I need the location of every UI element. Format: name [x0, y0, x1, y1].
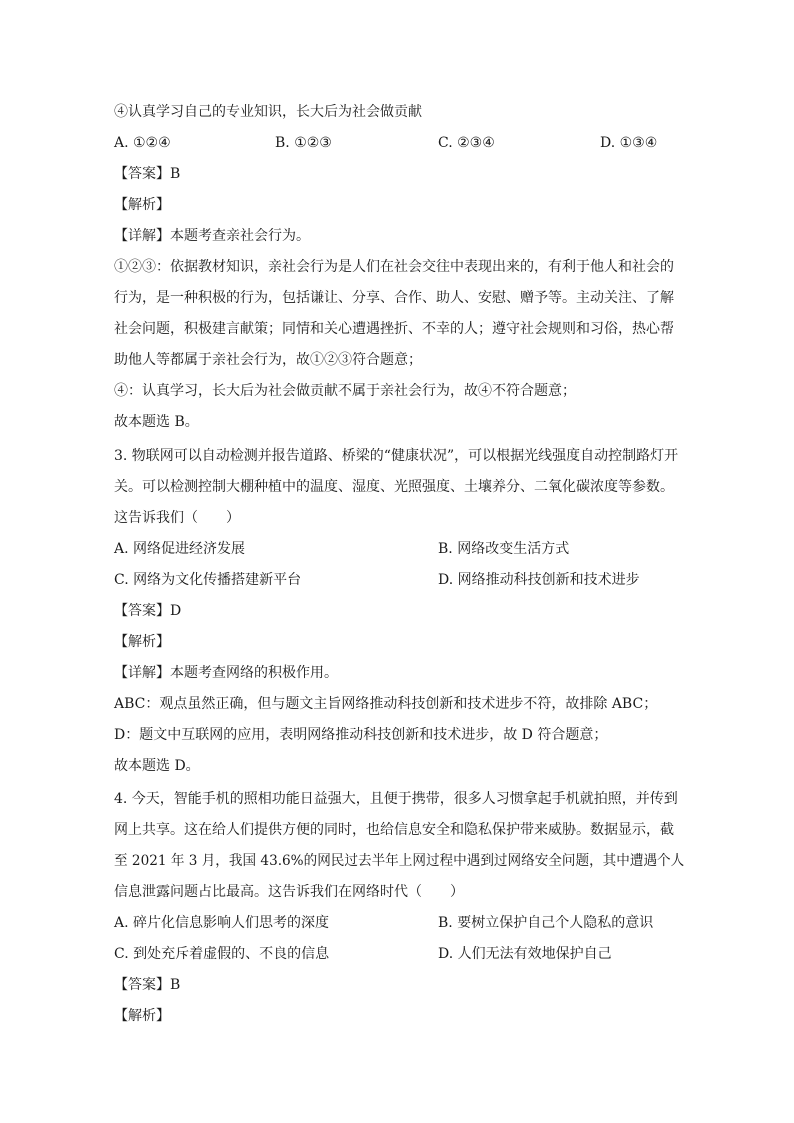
q4-choice-a: A. 碎片化信息影响人们思考的深度 — [114, 915, 330, 931]
q2-para2: ④：认真学习，长大后为社会做贡献不属于亲社会行为，故④不符合题意； — [114, 383, 576, 399]
q3-para2: D：题文中互联网的应用，表明网络推动科技创新和技术进步，故 D 符合题意； — [114, 727, 608, 743]
q3-choice-b: B. 网络改变生活方式 — [438, 541, 570, 557]
q2-answer: 【答案】B — [114, 166, 181, 182]
q2-option-4: ④认真学习自己的专业知识，长大后为社会做贡献 — [114, 104, 422, 120]
q3-para1: ABC：观点虽然正确，但与题文主旨网络推动科技创新和技术进步不符，故排除 ABC； — [114, 696, 658, 712]
q2-detail: 【详解】本题考查亲社会行为。 — [114, 228, 310, 244]
q4-answer: 【答案】B — [114, 977, 181, 993]
q4-stem-line2: 网上共享。这在给人们提供方便的同时，也给信息安全和隐私保护带来威胁。数据显示，截 — [114, 822, 674, 838]
q3-detail: 【详解】本题考查网络的积极作用。 — [114, 665, 338, 681]
q2-choice-a: A. ①②④ — [114, 135, 171, 151]
q4-stem-line3: 至 2021 年 3 月，我国 43.6%的网民过去半年上网过程中遇到过网络安全问题，其中遭遇个人 — [114, 853, 685, 869]
q2-para1-line4: 助他人等都属于亲社会行为，故①②③符合题意； — [114, 352, 422, 368]
q2-choice-b: B. ①②③ — [275, 135, 332, 151]
q4-analysis-heading: 【解析】 — [114, 1008, 170, 1024]
q2-choice-c: C. ②③④ — [438, 135, 495, 151]
q4-choice-d: D. 人们无法有效地保护自己 — [438, 946, 612, 962]
q2-conclusion: 故本题选 B。 — [114, 414, 199, 430]
q3-stem-line3: 这告诉我们（ ） — [114, 510, 240, 526]
q3-stem-line1: 3. 物联网可以自动检测并报告道路、桥梁的“健康状况”，可以根据光线强度自动控制路灯开 — [114, 448, 679, 464]
q3-choice-c: C. 网络为文化传播搭建新平台 — [114, 572, 302, 588]
q3-choice-a: A. 网络促进经济发展 — [114, 541, 246, 557]
q4-stem-line1: 4. 今天，智能手机的照相功能日益强大，且便于携带，很多人习惯拿起手机就拍照，并传到 — [114, 791, 678, 807]
q3-stem-line2: 关。可以检测控制大棚种植中的温度、湿度、光照强度、土壤养分、二氧化碳浓度等参数。 — [114, 479, 674, 495]
q2-para1-line1: ①②③：依据教材知识，亲社会行为是人们在社会交往中表现出来的，有利于他人和社会的 — [114, 259, 674, 275]
q4-stem-line4: 信息泄露问题占比最高。这告诉我们在网络时代（ ） — [114, 884, 464, 900]
q4-choice-c: C. 到处充斥着虚假的、不良的信息 — [114, 946, 330, 962]
q2-choice-d: D. ①③④ — [600, 135, 658, 151]
q3-answer: 【答案】D — [114, 603, 182, 619]
q3-conclusion: 故本题选 D。 — [114, 758, 200, 774]
q2-para1-line2: 行为，是一种积极的行为，包括谦让、分享、合作、助人、安慰、赠予等。主动关注、了解 — [114, 290, 674, 306]
q2-analysis-heading: 【解析】 — [114, 197, 170, 213]
q3-analysis-heading: 【解析】 — [114, 634, 170, 650]
q3-choice-d: D. 网络推动科技创新和技术进步 — [438, 572, 640, 588]
q2-para1-line3: 社会问题，积极建言献策；同情和关心遭遇挫折、不幸的人；遵守社会规则和习俗，热心帮 — [114, 321, 674, 337]
q4-choice-b: B. 要树立保护自己个人隐私的意识 — [438, 915, 654, 931]
